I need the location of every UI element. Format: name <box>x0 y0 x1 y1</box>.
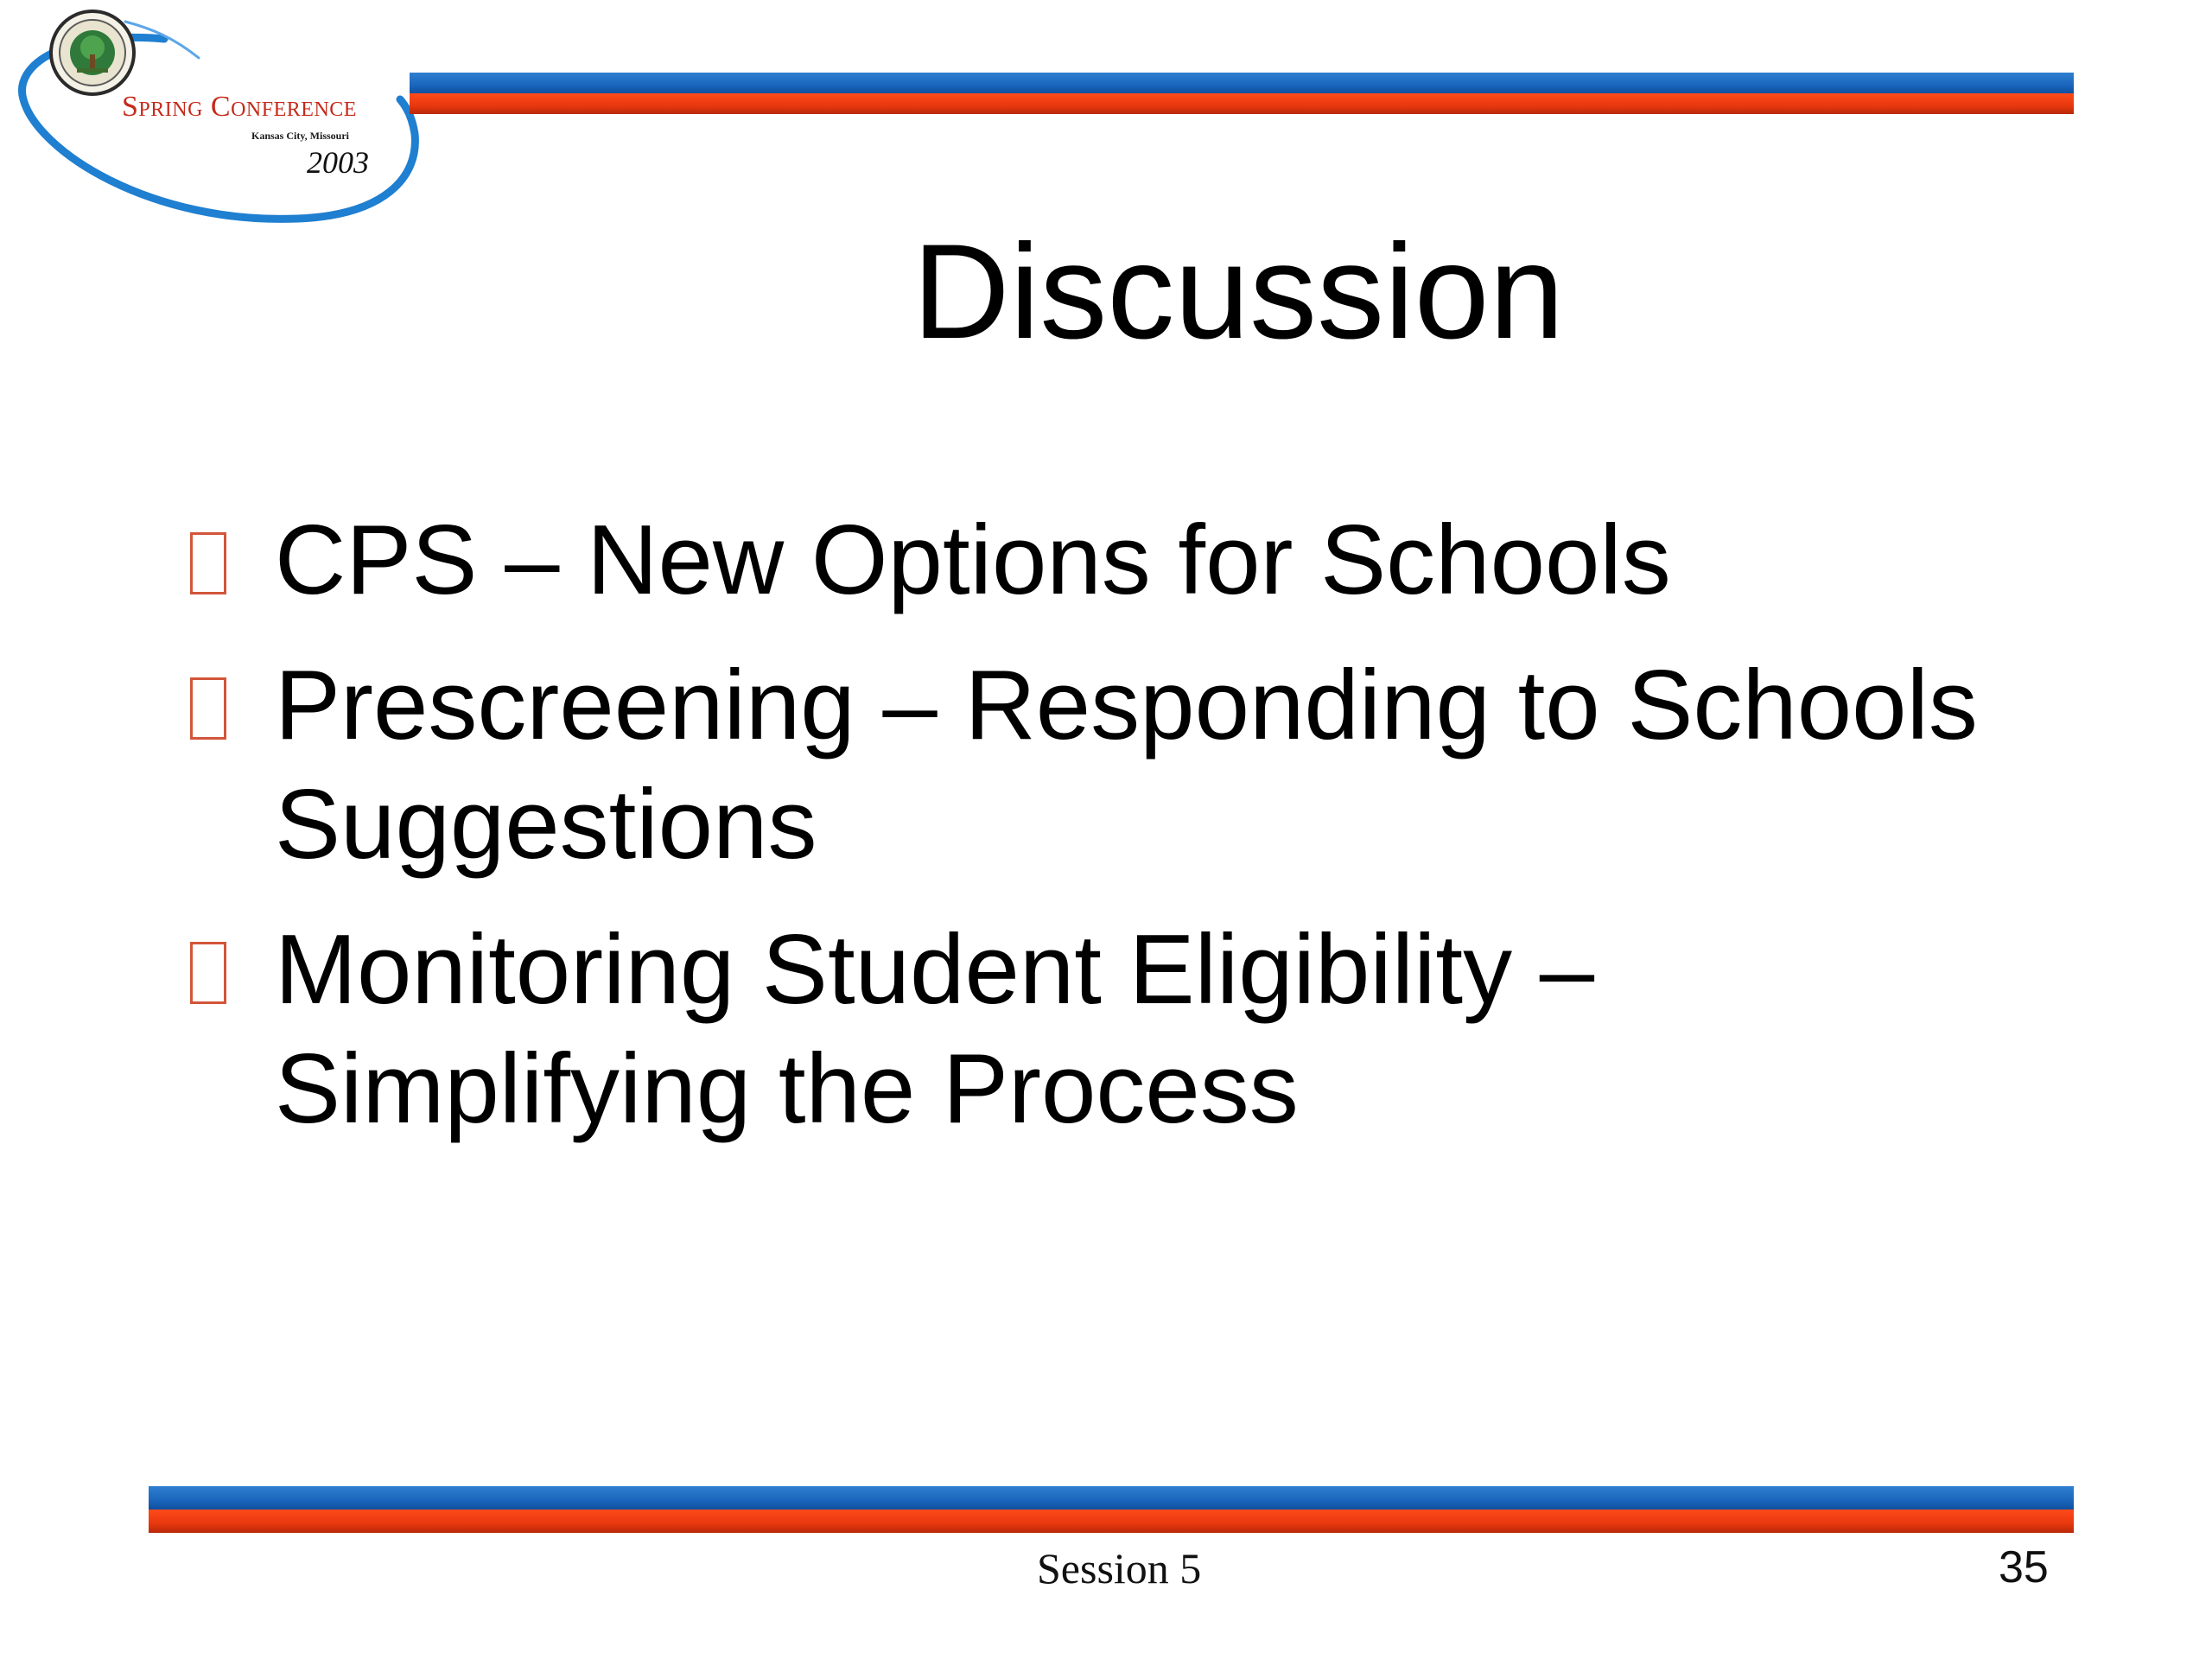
bullet-list <box>187 501 2088 1175</box>
bullet-box-icon <box>190 532 226 594</box>
slide-page-number: 35 <box>1999 1542 2049 1592</box>
logo-year: 2003 <box>307 145 369 180</box>
logo-title: Spring Conference <box>122 91 357 123</box>
stripe-blue-band <box>149 1486 2074 1510</box>
bullet-box-icon <box>190 677 226 740</box>
slide-title: Discussion <box>912 217 1565 367</box>
bullet-item <box>187 646 2088 885</box>
bullet-text: Monitoring Student Eligibility – Simplifying the Process <box>275 915 1595 1144</box>
bullet-text: Prescreening – Responding to Schools Suggestions <box>275 651 1978 880</box>
stripe-red-band <box>410 93 2074 114</box>
bullet-text: CPS – New Options for Schools <box>275 505 1671 615</box>
stripe-red-band <box>149 1510 2074 1533</box>
stripe-blue-band <box>410 73 2074 93</box>
bottom-divider-stripe <box>149 1486 2074 1533</box>
logo-location: Kansas City, Missouri <box>251 130 350 142</box>
bullet-item <box>187 501 2088 620</box>
bullet-box-icon <box>190 942 226 1004</box>
bullet-item <box>187 911 2088 1149</box>
department-seal-icon <box>51 11 134 94</box>
conference-logo <box>13 4 419 225</box>
footer-session-label: Session 5 <box>1037 1544 1202 1592</box>
top-divider-stripe <box>410 73 2074 114</box>
